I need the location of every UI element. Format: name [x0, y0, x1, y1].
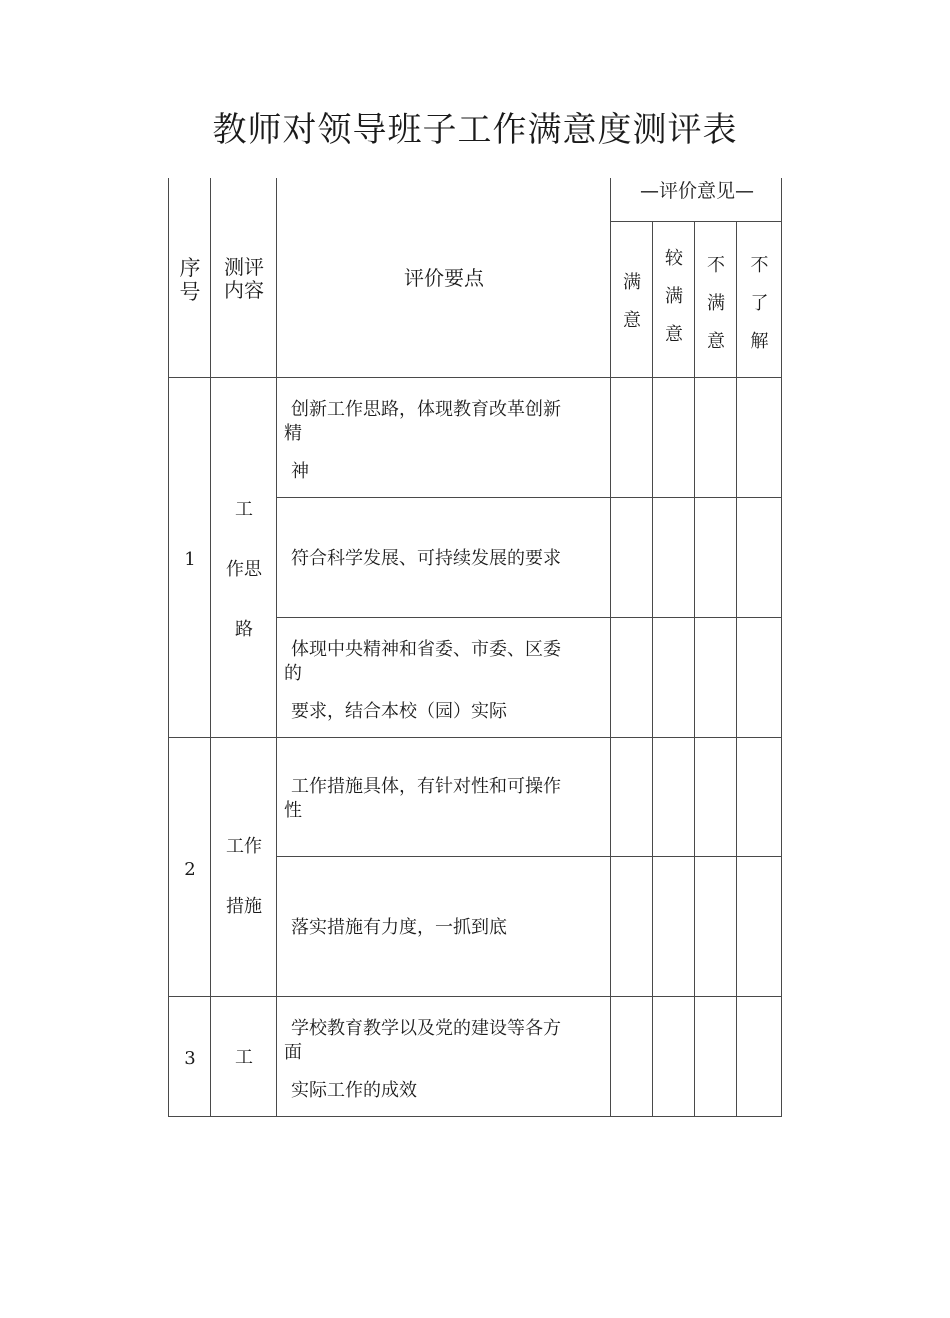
grid-line — [610, 221, 782, 222]
row-content: 工 — [235, 1047, 253, 1068]
row-seq: 3 — [184, 1048, 196, 1069]
grid-line — [276, 856, 782, 857]
grid-line — [652, 221, 653, 1117]
page-title: 教师对领导班子工作满意度测评表 — [212, 110, 738, 150]
rating-header-not-satisfied: 不 满 意 — [707, 255, 725, 352]
rating-cell[interactable] — [737, 378, 781, 497]
rating-cell[interactable] — [695, 378, 736, 497]
grid-line — [168, 1116, 782, 1117]
grid-line — [694, 221, 695, 1117]
rating-header-satisfied: 满 意 — [623, 272, 641, 331]
rating-header-unknown: 不 了 解 — [750, 255, 769, 352]
grid-line — [736, 221, 737, 1117]
evaluation-point: 工作措施具体，有针对性和可操作 性 — [284, 776, 561, 821]
evaluation-point: 符合科学发展、可持续发展的要求 — [291, 548, 561, 569]
row-seq: 1 — [184, 549, 196, 570]
rating-cell[interactable] — [611, 378, 652, 497]
grid-line — [610, 178, 611, 1117]
grid-line — [276, 497, 782, 498]
grid-line — [210, 178, 211, 1117]
grid-line — [781, 178, 782, 1117]
evaluation-point: 学校教育教学以及党的建设等各方 面 实际工作的成效 — [284, 1018, 561, 1101]
rating-cell[interactable] — [653, 378, 694, 497]
evaluation-point: 落实措施有力度，一抓到底 — [291, 917, 507, 938]
header-opinion: —评价意见— — [639, 180, 754, 202]
row-content: 工 作思 路 — [226, 499, 262, 640]
evaluation-point: 创新工作思路，体现教育改革创新 精 神 — [284, 399, 561, 482]
header-seq: 序 号 — [179, 256, 201, 304]
grid-line — [276, 178, 277, 1117]
grid-line — [168, 178, 169, 1117]
row-content: 工作 措施 — [226, 836, 262, 917]
evaluation-point: 体现中央精神和省委、市委、区委 的 要求，结合本校（园）实际 — [284, 639, 561, 722]
header-content: 测评 内容 — [224, 255, 264, 302]
rating-header-fairly-satisfied: 较 满 意 — [665, 248, 683, 345]
header-points: 评价要点 — [404, 266, 484, 290]
grid-line — [168, 996, 782, 997]
grid-line — [168, 737, 782, 738]
grid-line — [276, 617, 782, 618]
row-seq: 2 — [184, 859, 196, 880]
